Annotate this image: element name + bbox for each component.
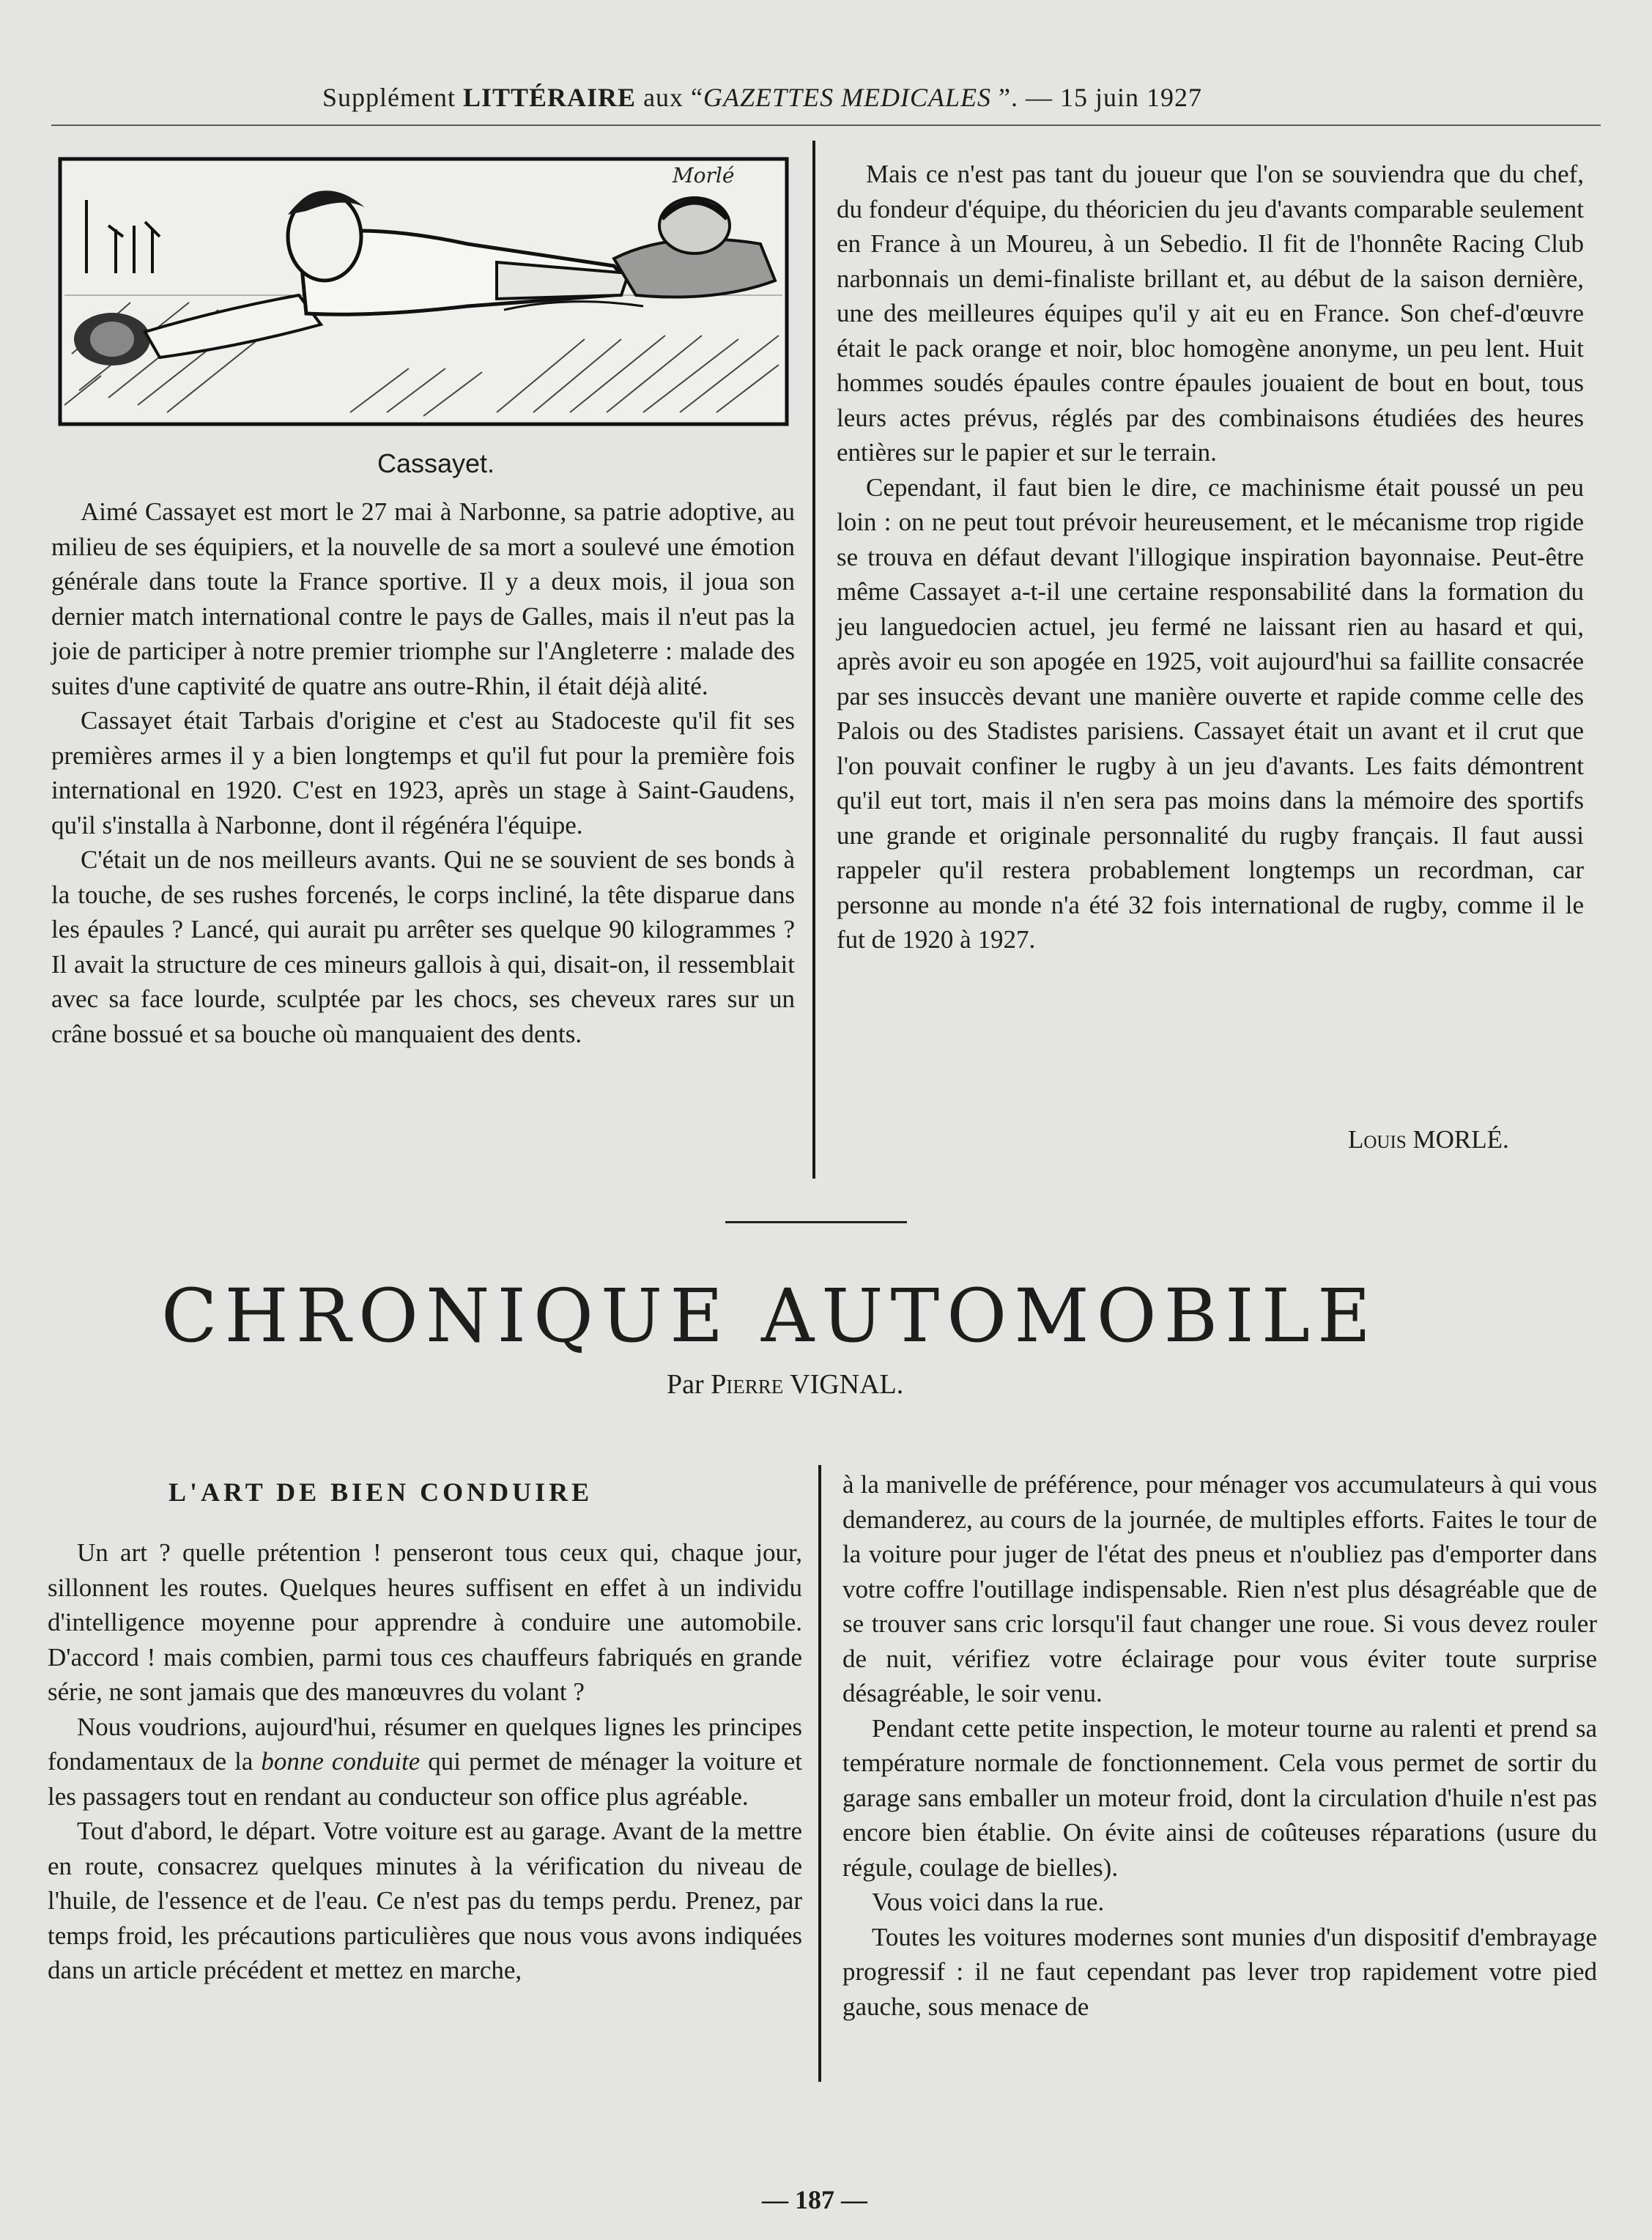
article1-left-paragraph: C'était un de nos meilleurs avants. Qui ne se souvient de ses bonds à la touche, de ses rushes forcenés, le corps incliné, la tête disparue dans les épaules ? Lancé, qui aurait pu arrêter ses quelque 90 kilogrammes ? Il avait la structure de ces mineurs gallois à qui, disait-on, il ressemblait avec sa face lourde, sculptée par les chocs, ses cheveux rares sur un crâne bossué et sa bouche où manquaient des dents. — [51, 845, 795, 1048]
column-rule-bottom — [818, 1465, 821, 2082]
column-rule-top — [812, 141, 815, 1179]
header-rule — [51, 125, 1601, 126]
header-gazette: GAZETTES MEDICALES — [703, 83, 992, 112]
page-number: — 187 — — [762, 2185, 867, 2214]
header-date: ”. — 15 juin 1927 — [999, 83, 1203, 112]
paragraph-text: Nous voudrions, aujourd'hui, résumer en quelques lignes les principes fondamentaux de la — [48, 1712, 802, 1776]
article2-subheading: L'ART DE BIEN CONDUIRE — [168, 1477, 593, 1507]
article1-right-paragraph: Cependant, il faut bien le dire, ce machinisme était poussé un peu loin : on ne peut tout prévoir heureusement, et le mécanisme trop rigide se trouva en défaut devant l'illogique inspiration bayonnaise. Peut-être même Cassayet a-t-il une certaine responsabilité dans la formation du jeu languedocien actuel, jeu fermé ne laissant rien au hasard et qui, après avoir eu son apogée en 1925, voit aujourd'hui sa faillite consacrée par ses insuccès devant une manière ouverte et rapide comme celle des Palois ou des Stadistes parisiens. Cassayet était un avant et il crut que l'on pouvait confiner le rugby à un jeu d'avants. Les faits démontrent qu'il eut tort, mais il n'en sera pas moins dans la mémoire des sportifs une grande et originale personnalité du rugby français. Il faut aussi rappeler qu'il restera probablement longtemps un recordman, car personne au monde n'a été 32 fois international de rugby, comme il le fut de 1920 à 1927. — [837, 472, 1584, 954]
cartoon-caption: Cassayet. — [377, 448, 495, 478]
author-signature — [1348, 1125, 1509, 1154]
article2-right-paragraph: Toutes les voitures modernes sont munies d'un dispositif d'embrayage progressif : il ne faut cependant pas lever trop rapidement votre pied gauche, sous menace de — [842, 1922, 1597, 2021]
section-title: CHRONIQUE AUTOMOBILE — [161, 1273, 1378, 1359]
article1-right-column — [837, 157, 1584, 957]
article1-right-paragraph: Mais ce n'est pas tant du joueur que l'on se souviendra que du chef, du fondeur d'équipe, du théoricien du jeu d'avants comparable seulement en France à un Moureu, à un Sebedio. Il fit de l'honnête Racing Club narbonnais un demi-finaliste brillant et, au début de la saison dernière, une des meilleures équipes qu'il y ait eu en France. Son chef-d'œuvre était le pack orange et noir, bloc homogène anonyme, un peu lent. Huit hommes soudés épaules contre épaules jouaient de bout en bout, tous leurs actes prévus, réglés par des combinaisons étudiées des heures entières sur le papier et sur le terrain. — [837, 160, 1584, 467]
article2-left-paragraph: Tout d'abord, le départ. Votre voiture est au garage. Avant de la mettre en route, consacrez quelques minutes à la vérification du niveau de l'huile, de l'essence et de l'eau. Ce n'est pas du temps perdu. Prenez, par temps froid, les précautions particulières que nous vous avons indiquées dans un article précédent et mettez en marche, — [48, 1817, 802, 1984]
byline-par: Par — [667, 1369, 704, 1400]
signature-first-name: Louis — [1348, 1125, 1407, 1154]
signature-last-name: MORLÉ. — [1412, 1125, 1509, 1154]
opponent-head — [659, 198, 730, 253]
cassayet-cartoon — [57, 156, 790, 427]
header-aux: aux “ — [643, 83, 704, 112]
cartoonist-signature: Morlé — [673, 163, 735, 188]
article2-left-paragraph — [48, 1710, 802, 1814]
article1-left-paragraph: Cassayet était Tarbais d'origine et c'est au Stadoceste qu'il fit ses premières armes il y a bien longtemps et qu'il fut pour la première fois international en 1920. C'est en 1923, après un stage à Saint-Gaudens, qu'il s'installa à Narbonne, dont il régénéra l'équipe. — [51, 706, 795, 839]
article2-left-paragraph: Un art ? quelle prétention ! penseront tous ceux qui, chaque jour, sillonnent les routes. Quelques heures suffisent en effet à un individu d'intelligence moyenne pour apprendre à conduire une automobile. D'accord ! mais combien, parmi tous ces chauffeurs fabriqués en grande série, ne sont jamais que des manœuvres du volant ? — [48, 1538, 802, 1706]
section-separator — [725, 1221, 907, 1223]
byline-last-name: VIGNAL. — [790, 1369, 904, 1400]
article1-left-paragraph: Aimé Cassayet est mort le 27 mai à Narbonne, sa patrie adoptive, au milieu de ses équipiers, et la nouvelle de sa mort a soulevé une émotion générale dans toute la France sportive. Il y a deux mois, il joua son dernier match international contre le pays de Galles, mais il n'eut pas la joie de participer à notre premier triomphe sur l'Angleterre : malade des suites d'une captivité de quatre ans outre-Rhin, il était déjà alité. — [51, 497, 795, 700]
italic-phrase: bonne conduite — [261, 1747, 421, 1776]
article2-right-paragraph: Pendant cette petite inspection, le moteur tourne au ralenti et prend sa température normale de fonctionnement. Cela vous permet de sortir du garage sans emballer un moteur froid, dont la circulation d'huile n'est pas encore bien établie. On évite ainsi de coûteuses réparations (usure du régule, coulage de bielles). — [842, 1713, 1597, 1882]
paragraph-text: qui permet de ménager la voiture et les passagers tout en rendant au conducteur son office plus agréable. — [48, 1747, 803, 1811]
byline-first-name: Pierre — [711, 1369, 784, 1400]
article2-right-paragraph: à la manivelle de préférence, pour ménager vos accumulateurs à qui vous demanderez, au cours de la journée, de multiples efforts. Faites le tour de la voiture pour juger de l'état des pneus et n'oubliez pas d'emporter dans votre coffre l'outillage indispensable. Rien n'est plus désagréable que de se trouver sans cric lorsqu'il faut changer une roue. Si vous devez rouler de nuit, vérifiez votre éclairage pour vous éviter toute surprise désagréable, le soir venu. — [842, 1470, 1597, 1707]
byline — [667, 1368, 903, 1401]
article2-right-column — [842, 1467, 1597, 2024]
article2-right-paragraph: Vous voici dans la rue. — [872, 1888, 1105, 1916]
article2-left-column — [48, 1535, 802, 1988]
header-supplement-name: LITTÉRAIRE — [462, 83, 637, 112]
running-header — [322, 82, 1348, 113]
header-prefix: Supplément — [322, 83, 456, 112]
article1-left-column — [51, 494, 795, 1051]
